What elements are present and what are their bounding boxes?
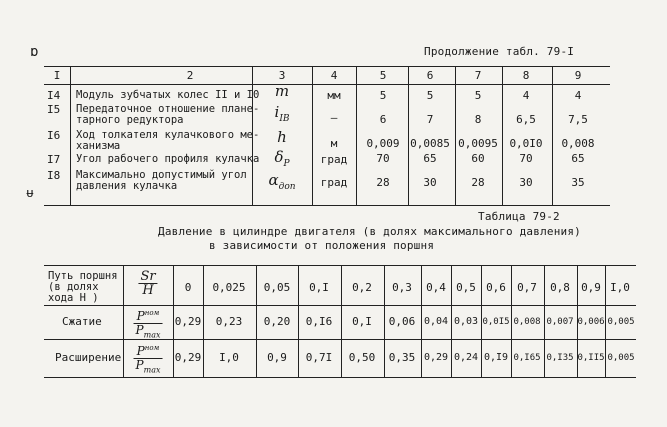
row-description: Ход толкателя кулачкового ме- [76, 129, 260, 141]
table2-label: Таблица 79-2 [478, 210, 560, 223]
row-number: I6 [47, 129, 61, 142]
margin-mark: ᵾ [26, 186, 34, 201]
value-cell: 0,35 [388, 351, 416, 364]
t1-header-col7: 7 [474, 69, 482, 82]
value-cell: 0,006 [577, 317, 605, 327]
t1-header-col2: 2 [186, 69, 194, 82]
value-cell: 0,I35 [546, 353, 574, 363]
value-cell: 0,29 [174, 351, 202, 364]
value-cell: 0,I9 [483, 352, 509, 363]
value-cell: 28 [471, 176, 485, 189]
value-cell: 0,50 [348, 351, 376, 364]
value-cell: 0,I6 [305, 315, 333, 328]
position-cell: 0,2 [352, 281, 372, 294]
row-number: I5 [47, 103, 61, 116]
value-cell: 0,04 [423, 316, 449, 327]
position-cell: 0,9 [581, 281, 601, 294]
row-unit: – [330, 111, 338, 124]
t1-header-col3: 3 [278, 69, 286, 82]
value-cell: 0,06 [388, 315, 416, 328]
value-cell: 65 [423, 152, 437, 165]
value-cell: 0,20 [263, 315, 291, 328]
value-cell: 5 [426, 89, 434, 102]
value-cell: 0,7I [305, 351, 333, 364]
t1-header-col6: 6 [426, 69, 434, 82]
value-cell: 8 [474, 113, 482, 126]
row-unit: град [320, 153, 348, 166]
row-description: ханизма [76, 140, 121, 152]
value-cell: 35 [571, 176, 585, 189]
row-description: тарного редуктора [76, 114, 184, 126]
value-cell: 0,0085 [410, 137, 450, 150]
row-number: I4 [47, 89, 61, 102]
position-cell: 0,7 [517, 281, 537, 294]
row-symbol: m [274, 82, 290, 100]
row-number: I7 [47, 153, 61, 166]
value-cell: 28 [376, 176, 390, 189]
row-number: I8 [47, 169, 61, 182]
t2-header-symbol: $\frac{Sr}{H}$ [140, 269, 156, 298]
row-symbol: $i_{IB}$ [274, 103, 290, 124]
row-symbol: h [277, 128, 287, 146]
t2-header-label: Путь поршня [48, 270, 118, 282]
row-description: давления кулачка [76, 180, 178, 192]
t2-header-label: хода H ) [48, 292, 99, 304]
row-unit: мм [327, 89, 341, 102]
value-cell: 60 [471, 152, 485, 165]
position-cell: 0,5 [456, 281, 476, 294]
value-cell: 0,II5 [577, 353, 605, 363]
t1-header-col4: 4 [330, 69, 338, 82]
value-cell: 6 [379, 113, 387, 126]
value-cell: 7,5 [568, 113, 588, 126]
position-cell: 0,8 [550, 281, 570, 294]
value-cell: 0,0095 [458, 137, 498, 150]
value-cell: 0,23 [215, 315, 243, 328]
value-cell: 0,29 [423, 352, 449, 363]
t1-header-col8: 8 [522, 69, 530, 82]
value-cell: 0,9 [267, 351, 287, 364]
row-description: Максимально допустимый угол [76, 169, 247, 181]
value-cell: 0,0I0 [509, 137, 543, 150]
row-unit: град [320, 176, 348, 189]
position-cell: 0,05 [263, 281, 291, 294]
row-label: Сжатие [62, 315, 102, 328]
value-cell: 0,03 [453, 316, 479, 327]
row-symbol: $\delta_P$ [274, 148, 290, 169]
position-cell: 0,I [309, 281, 329, 294]
row-description: Угол рабочего профиля кулачка [76, 153, 260, 165]
row-symbol: $\frac{P^{ном}}{P_{max}}$ [135, 344, 161, 375]
value-cell: 0,0I5 [482, 317, 510, 327]
row-unit: м [330, 137, 338, 150]
value-cell: 4 [574, 89, 582, 102]
row-description: Передаточное отношение плане- [76, 103, 260, 115]
value-cell: 70 [376, 152, 390, 165]
value-cell: 0,007 [546, 317, 574, 327]
position-cell: 0,3 [392, 281, 412, 294]
value-cell: 0,005 [607, 317, 635, 327]
value-cell: 4 [522, 89, 530, 102]
value-cell: 0,009 [366, 137, 400, 150]
row-label: Расширение [55, 351, 122, 364]
position-cell: I,0 [610, 281, 630, 294]
value-cell: 7 [426, 113, 434, 126]
value-cell: 0,008 [513, 317, 541, 327]
value-cell: 70 [519, 152, 533, 165]
value-cell: 30 [519, 176, 533, 189]
row-symbol: $\alpha_{доп}$ [268, 171, 296, 192]
value-cell: 65 [571, 152, 585, 165]
t1-header-col1: I [53, 69, 61, 82]
t1-header-col9: 9 [574, 69, 582, 82]
value-cell: 0,I [352, 315, 372, 328]
value-cell: 5 [474, 89, 482, 102]
table2-subtitle: в зависимости от положения поршня [209, 239, 435, 252]
value-cell: 6,5 [516, 113, 536, 126]
value-cell: 0,008 [561, 137, 595, 150]
value-cell: 0,005 [607, 353, 635, 363]
value-cell: 0,24 [453, 352, 479, 363]
position-cell: 0 [184, 281, 192, 294]
position-cell: 0,6 [486, 281, 506, 294]
table1-caption: Продолжение табл. 79-I [424, 45, 575, 58]
value-cell: 30 [423, 176, 437, 189]
value-cell: I,0 [219, 351, 239, 364]
position-cell: 0,4 [426, 281, 446, 294]
value-cell: 0,29 [174, 315, 202, 328]
position-cell: 0,025 [212, 281, 246, 294]
row-symbol: $\frac{P^{ном}}{P_{max}}$ [135, 309, 161, 340]
t2-header-label: (в долях [48, 281, 99, 293]
value-cell: 5 [379, 89, 387, 102]
corner-mark: ɒ [30, 44, 39, 60]
table2-title: Давление в цилиндре двигателя (в долях максимального давления) [158, 225, 581, 238]
value-cell: 0,I65 [513, 353, 541, 363]
row-description: Модуль зубчатых колес II и I0 [76, 89, 260, 101]
t1-header-col5: 5 [379, 69, 387, 82]
